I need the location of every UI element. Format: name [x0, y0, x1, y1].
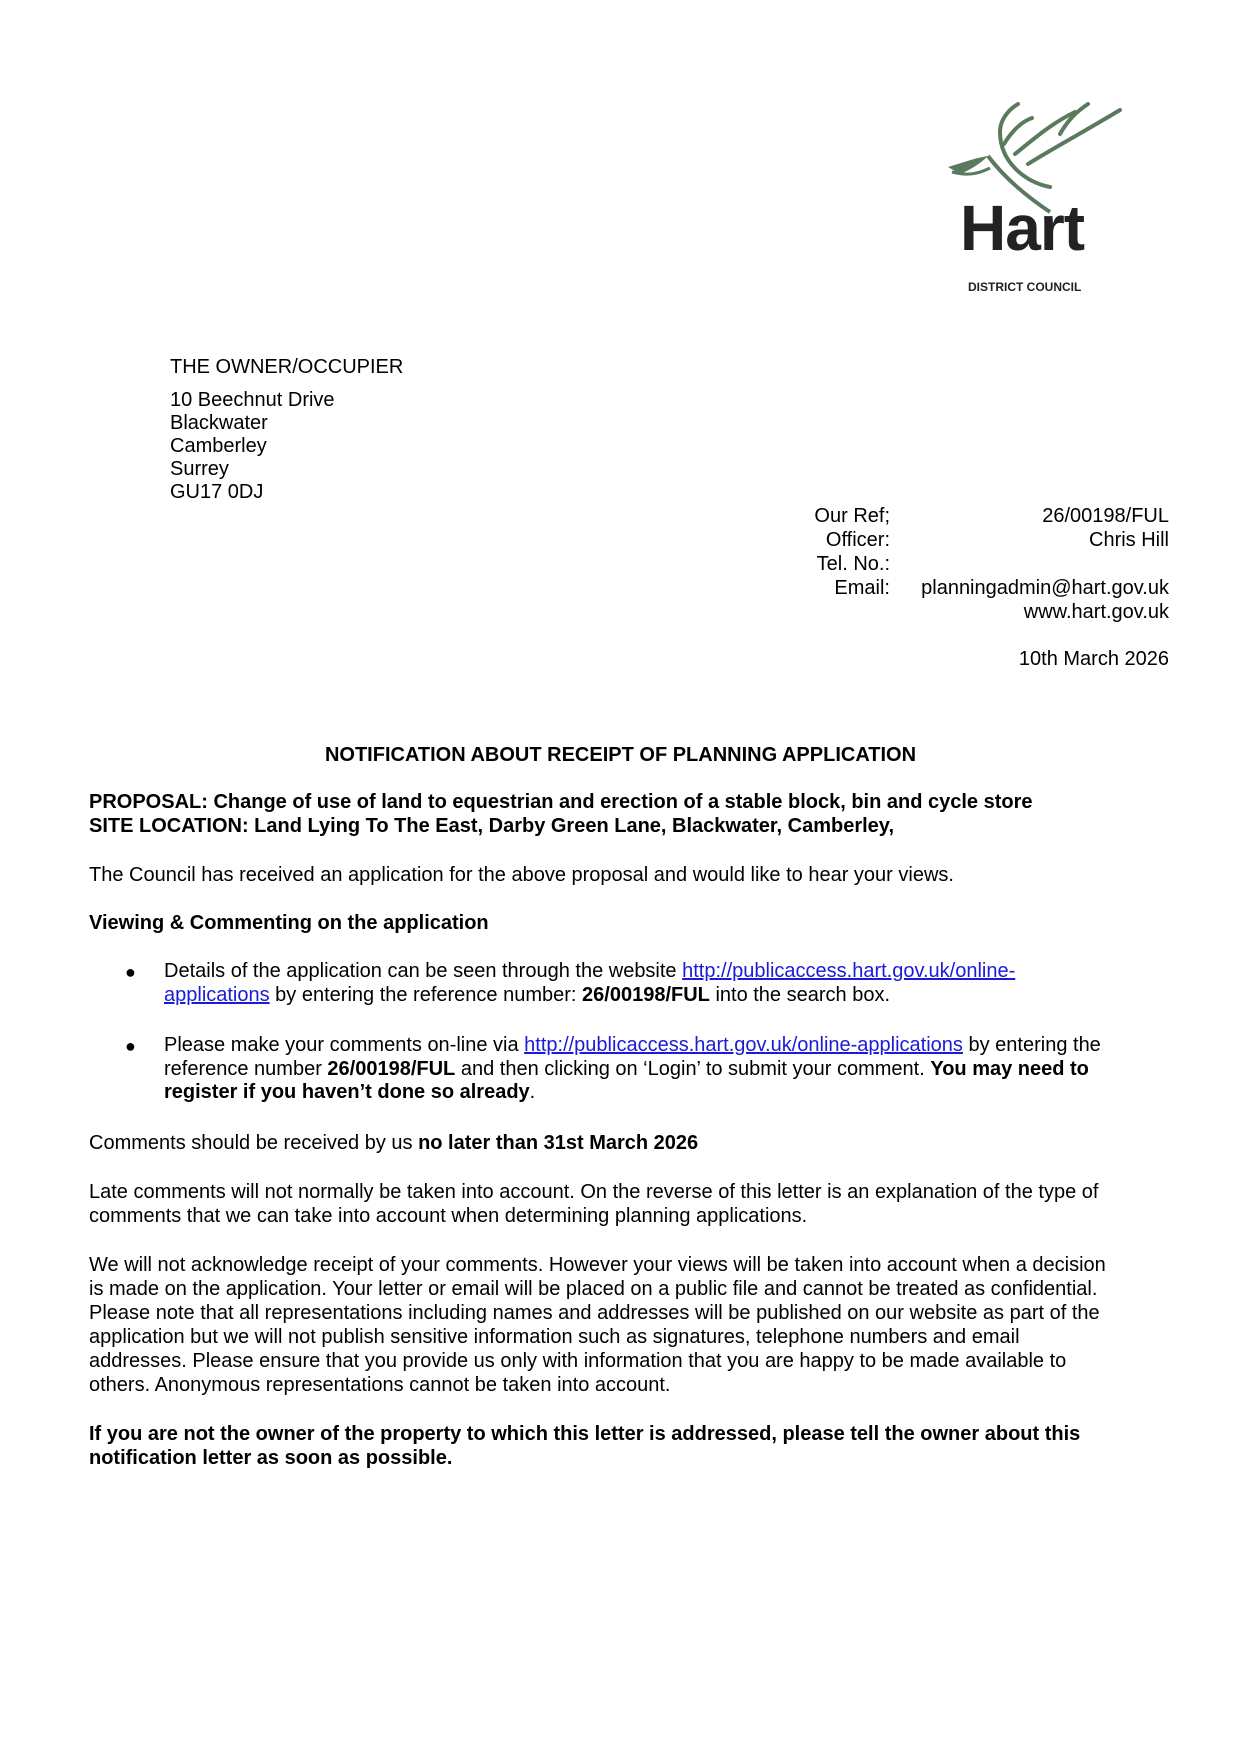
deadline-date: no later than 31st March 2026	[418, 1132, 699, 1154]
hart-district-council-logo	[940, 92, 1140, 302]
bullet-text: into the search box.	[709, 983, 890, 1006]
viewing-heading: Viewing & Commenting on the application	[89, 912, 489, 934]
bullet-text: Details of the application can be seen through the website	[164, 960, 683, 982]
bullet-text: .	[529, 1081, 536, 1103]
logo-wordmark: Hart	[960, 192, 1085, 264]
officer-value: Chris Hill	[1089, 529, 1169, 551]
proposal-text: PROPOSAL: Change of use of land to equestrian and erection of a stable block, bin and cycle store	[89, 791, 1033, 813]
address-line: Camberley	[170, 435, 267, 457]
bullet-icon: ●	[125, 962, 136, 982]
letter-date: 10th March 2026	[1018, 648, 1169, 670]
recipient-salutation: THE OWNER/OCCUPIER	[170, 356, 404, 378]
website-text: www.hart.gov.uk	[1023, 601, 1169, 623]
address-line: Surrey	[170, 458, 229, 480]
address-line: Blackwater	[170, 412, 268, 434]
address-line: 10 Beechnut Drive	[170, 389, 335, 411]
register-note: register if you haven’t done so already	[164, 1081, 530, 1103]
logo-subtitle: DISTRICT COUNCIL	[968, 280, 1082, 294]
bullet-text: by entering the reference number:	[269, 983, 583, 1006]
publicaccess-link[interactable]: http://publicaccess.hart.gov.uk/online-	[682, 960, 1016, 982]
email-value: planningadmin@hart.gov.uk	[921, 577, 1169, 599]
email-label: Email:	[834, 577, 890, 599]
reference-number: 26/00198/FUL	[582, 983, 710, 1006]
bullet-text: and then clicking on ‘Login’ to submit your comment.	[455, 1057, 931, 1080]
ack-line: others. Anonymous representations cannot be taken into account.	[89, 1374, 671, 1396]
address-line: GU17 0DJ	[170, 481, 264, 503]
late-comments-line: comments that we can take into account when determining planning applications.	[89, 1205, 808, 1227]
our-ref-label: Our Ref;	[814, 505, 890, 527]
reference-number: 26/00198/FUL	[327, 1057, 456, 1080]
bullet-text: by entering the	[962, 1034, 1101, 1056]
our-ref-value: 26/00198/FUL	[1042, 505, 1169, 527]
ack-line: Please note that all representations including names and addresses will be published on our website as part of the	[89, 1302, 1100, 1324]
bullet-text: Please make your comments on-line via	[164, 1034, 525, 1056]
ack-line: is made on the application. Your letter or email will be placed on a public file and cannot be treated as confidential.	[89, 1278, 1098, 1300]
ack-line: application but we will not publish sensitive information such as signatures, telephone numbers and email	[89, 1326, 1020, 1348]
site-location-text: SITE LOCATION: Land Lying To The East, Darby Green Lane, Blackwater, Camberley,	[89, 815, 894, 837]
deadline-line	[89, 1132, 698, 1155]
letter-heading: NOTIFICATION ABOUT RECEIPT OF PLANNING APPLICATION	[324, 744, 917, 766]
bullet-text: reference number	[164, 1057, 328, 1080]
intro-text: The Council has received an application for the above proposal and would like to hear your views.	[89, 864, 954, 886]
ack-line: We will not acknowledge receipt of your comments. However your views will be taken into account when a decision	[89, 1254, 1106, 1276]
bullet-item-comment-online	[164, 1034, 1164, 1105]
owner-notice-line: If you are not the owner of the property to which this letter is addressed, please tell the owner about this	[89, 1423, 1081, 1445]
bullet-icon: ●	[125, 1036, 136, 1056]
owner-notice-line: notification letter as soon as possible.	[89, 1447, 453, 1469]
register-note: You may need to	[930, 1057, 1089, 1080]
tel-label: Tel. No.:	[816, 553, 890, 575]
publicaccess-link[interactable]: applications	[164, 983, 270, 1006]
bullet-item-view-details	[164, 960, 1164, 1007]
officer-label: Officer:	[825, 529, 890, 551]
deadline-text: Comments should be received by us	[89, 1132, 419, 1154]
publicaccess-link[interactable]: http://publicaccess.hart.gov.uk/online-applications	[524, 1034, 963, 1056]
late-comments-line: Late comments will not normally be taken into account. On the reverse of this letter is an explanation of the type of	[89, 1181, 1099, 1203]
ack-line: addresses. Please ensure that you provide us only with information that you are happy to be made available to	[89, 1350, 1067, 1372]
